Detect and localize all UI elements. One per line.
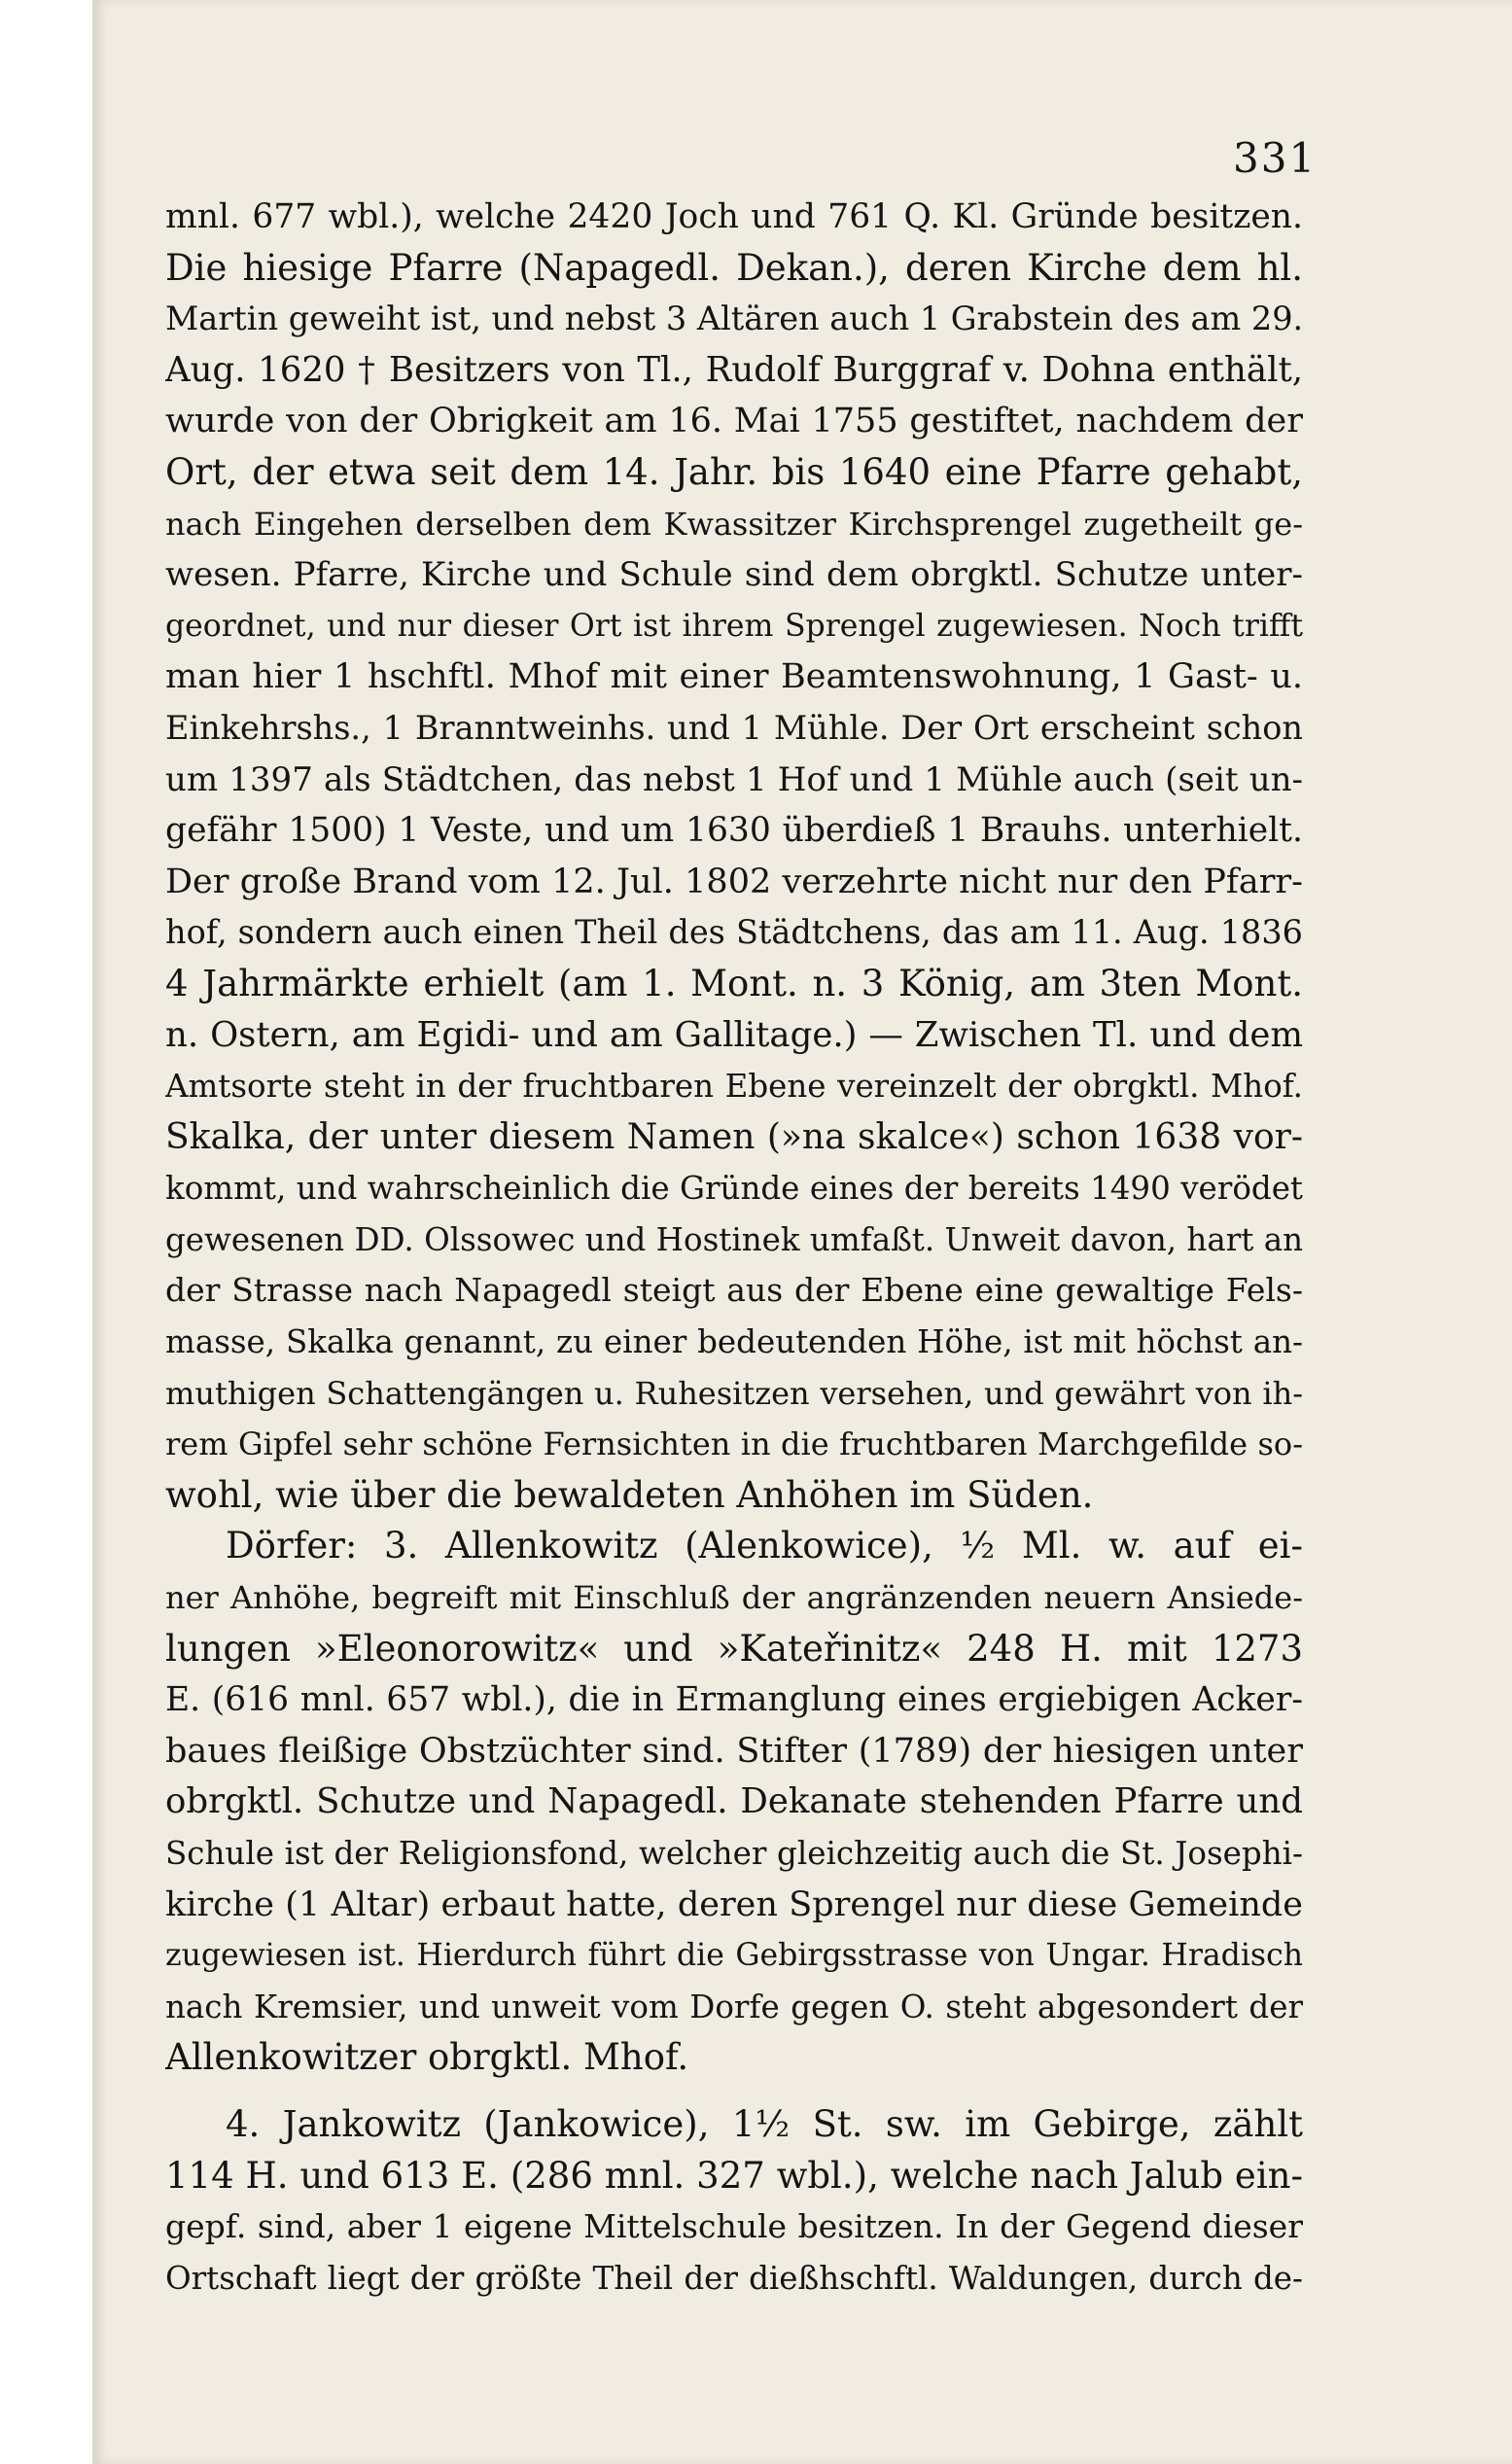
- text-line: Ortschaft liegt der größte Theil der dießhschftl. Waldungen, durch de-: [165, 2259, 1303, 2297]
- text-line: lungen »Eleonorowitz« und »Kateřinitz« 248 H. mit 1273: [165, 1627, 1303, 1670]
- text-line: 4 Jahrmärkte erhielt (am 1. Mont. n. 3 König, am 3ten Mont.: [165, 962, 1303, 1004]
- text-line: rem Gipfel sehr schöne Fernsichten in die fruchtbaren Marchgefilde so-: [165, 1426, 1303, 1463]
- text-line: masse, Skalka genannt, zu einer bedeutenden Höhe, ist mit höchst an-: [165, 1323, 1303, 1361]
- text-line: wohl, wie über die bewaldeten Anhöhen im Süden.: [165, 1473, 1094, 1516]
- paragraph-jankowitz: [165, 2099, 1303, 2304]
- paragraph-allenkowitz: [165, 1521, 1303, 2084]
- text-line: Einkehrshs., 1 Branntweinhs. und 1 Mühle. Der Ort erscheint schon: [165, 708, 1303, 747]
- text-line: Schule ist der Religionsfond, welcher gleichzeitig auch die St. Josephi-: [165, 1835, 1303, 1872]
- text-line: Ort, der etwa seit dem 14. Jahr. bis 1640 eine Pfarre gehabt,: [165, 450, 1303, 493]
- text-line: Der große Brand vom 12. Jul. 1802 verzehrte nicht nur den Pfarr-: [165, 862, 1303, 901]
- text-line: um 1397 als Städtchen, das nebst 1 Hof und 1 Mühle auch (seit un-: [165, 759, 1303, 799]
- text-line: gepf. sind, aber 1 eigene Mittelschule besitzen. In der Gegend dieser: [165, 2207, 1303, 2246]
- text-line: n. Ostern, am Egidi- und am Gallitage.) — Zwischen Tl. und dem: [165, 1014, 1303, 1055]
- text-line: Allenkowitzer obrgktl. Mhof.: [165, 2036, 689, 2079]
- text-line: baues fleißige Obstzüchter sind. Stifter (1789) der hiesigen unter: [165, 1731, 1303, 1771]
- text-line: kirche (1 Altar) erbaut hatte, deren Sprengel nur diese Gemeinde: [165, 1884, 1303, 1924]
- text-line: Amtsorte steht in der fruchtbaren Ebene vereinzelt der obrgktl. Mhof.: [165, 1068, 1303, 1106]
- text-line: mnl. 677 wbl.), welche 2420 Joch und 761 Q. Kl. Gründe besitzen.: [165, 197, 1303, 236]
- text-line: Aug. 1620 † Besitzers von Tl., Rudolf Burggraf v. Dohna enthält,: [165, 349, 1303, 390]
- page-body-text: [165, 192, 1303, 2304]
- text-line: Skalka, der unter diesem Namen (»na skalce«) schon 1638 vor-: [165, 1116, 1303, 1157]
- text-line: ner Anhöhe, begreift mit Einschluß der angränzenden neuern Ansiede-: [165, 1579, 1303, 1617]
- text-line: 4. Jankowitz (Jankowice), 1½ St. sw. im Gebirge, zählt: [226, 2102, 1303, 2145]
- text-line: Martin geweiht ist, und nebst 3 Altären auch 1 Grabstein des am 29.: [165, 299, 1303, 338]
- page-number: 331: [1233, 134, 1318, 182]
- text-line: Dörfer: 3. Allenkowitz (Alenkowice), ½ Ml. w. auf ei-: [226, 1525, 1303, 1567]
- text-line: nach Eingehen derselben dem Kwassitzer Kirchsprengel zugetheilt ge-: [165, 505, 1303, 543]
- text-line: hof, sondern auch einen Theil des Städtchens, das am 11. Aug. 1836: [165, 913, 1303, 952]
- text-line: E. (616 mnl. 657 wbl.), die in Ermanglung eines ergiebigen Acker-: [165, 1680, 1303, 1720]
- text-line: nach Kremsier, und unweit vom Dorfe gegen O. steht abgesondert der: [165, 1988, 1303, 2025]
- text-line: gewesenen DD. Olssowec und Hostinek umfaßt. Unweit davon, hart an: [165, 1220, 1303, 1258]
- text-line: kommt, und wahrscheinlich die Gründe eines der bereits 1490 verödet: [165, 1170, 1303, 1208]
- text-line: der Strasse nach Napagedl steigt aus der Ebene eine gewaltige Fels-: [165, 1271, 1303, 1310]
- text-line: man hier 1 hschftl. Mhof mit einer Beamtenswohnung, 1 Gast- u.: [165, 657, 1303, 697]
- text-line: gefähr 1500) 1 Veste, und um 1630 überdieß 1 Brauhs. unterhielt.: [165, 811, 1303, 851]
- text-line: wurde von der Obrigkeit am 16. Mai 1755 gestiftet, nachdem der: [165, 402, 1303, 441]
- text-line: muthigen Schattengängen u. Ruhesitzen versehen, und gewährt von ih-: [165, 1374, 1303, 1412]
- text-line: Die hiesige Pfarre (Napagedl. Dekan.), deren Kirche dem hl.: [165, 246, 1303, 289]
- text-line: zugewiesen ist. Hierdurch führt die Gebirgsstrasse von Ungar. Hradisch: [165, 1938, 1303, 1974]
- text-line: 114 H. und 613 E. (286 mnl. 327 wbl.), welche nach Jalub ein-: [165, 2154, 1303, 2197]
- scan-margin: [0, 0, 92, 2464]
- text-line: obrgktl. Schutze und Napagedl. Dekanate stehenden Pfarre und: [165, 1781, 1303, 1822]
- text-line: geordnet, und nur dieser Ort ist ihrem Sprengel zugewiesen. Noch trifft: [165, 608, 1303, 644]
- text-line: wesen. Pfarre, Kirche und Schule sind dem obrgktl. Schutze unter-: [165, 555, 1303, 595]
- paragraph-tl: [165, 192, 1303, 1521]
